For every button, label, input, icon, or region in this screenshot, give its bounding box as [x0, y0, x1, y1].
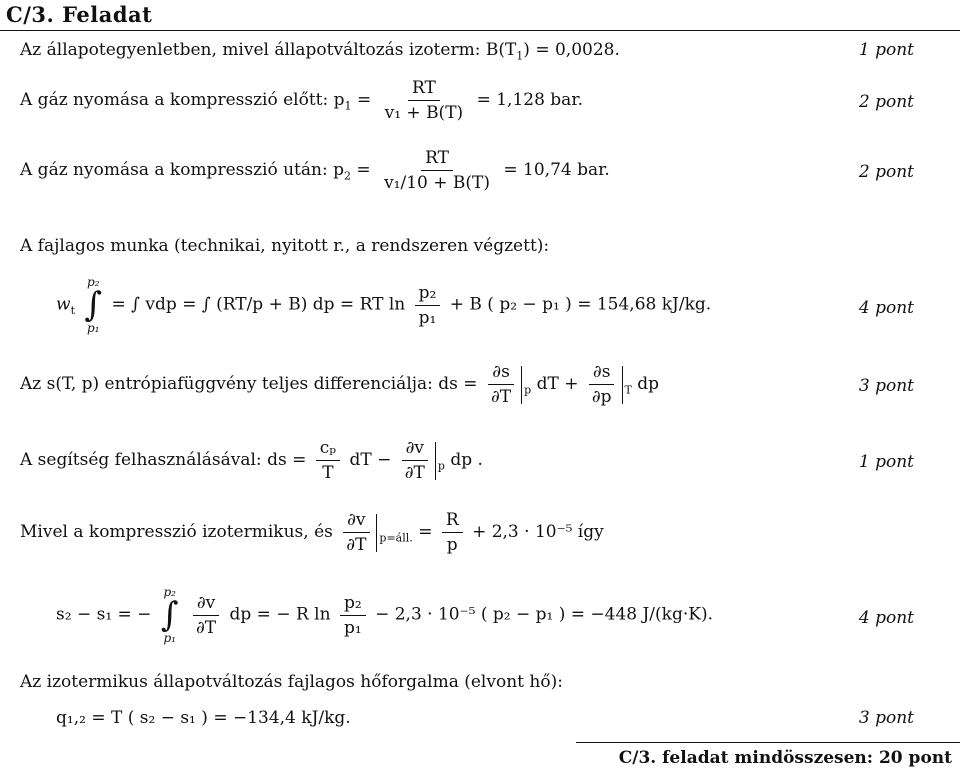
row-7-mid: dT −: [349, 450, 392, 470]
row-7-den-2: ∂T: [404, 463, 425, 483]
row-6-end: dp: [637, 374, 660, 394]
row-2-fraction: [381, 78, 468, 123]
row-8-equals: =: [418, 522, 433, 542]
row-6-points: 3 pont: [858, 376, 914, 396]
evaluation-bar-icon: [521, 366, 522, 404]
row-6-sub-2: T: [624, 383, 632, 397]
row-2-points: 2 pont: [858, 92, 914, 112]
row-5-upper: p₂: [87, 275, 100, 289]
section-title: C/3. Feladat: [6, 2, 153, 27]
row-7-num-1: cₚ: [316, 438, 340, 461]
row-1-main: Az állapotegyenletben, mivel állapotváltozás izoterm: B(T: [20, 40, 517, 60]
integral-sign-icon: ∫: [84, 285, 103, 325]
evaluation-bar-icon: [435, 442, 436, 480]
row-7-points: 1 pont: [858, 452, 914, 472]
row-3-points: 2 pont: [858, 162, 914, 182]
row-6-fraction-2: [588, 362, 616, 407]
row-1-points: 1 pont: [858, 40, 914, 60]
integral-sign-icon: ∫: [160, 595, 179, 635]
row-6-den-2: ∂p: [591, 387, 612, 407]
row-2-result: = 1,128 bar.: [476, 90, 583, 110]
row-1-text: [20, 40, 620, 62]
row-9-fraction-2: [340, 593, 366, 638]
row-2-den: v₁ + B(T): [384, 103, 464, 123]
row-9-integral: [161, 586, 179, 644]
row-6-num-1: ∂s: [488, 362, 514, 385]
row-6-den-1: ∂T: [490, 387, 512, 407]
row-8-label: Mivel a kompresszió izotermikus, és: [20, 522, 333, 542]
row-6-sub-1: p: [524, 383, 532, 397]
row-8-sub: p=áll.: [379, 531, 413, 545]
row-8-fraction-1: [342, 510, 370, 555]
evaluation-bar-icon: [622, 366, 623, 404]
row-9-points: 4 pont: [858, 608, 914, 628]
row-3-eq: [20, 148, 610, 193]
row-5-fraction: [415, 283, 441, 328]
row-3-num: RT: [421, 148, 453, 171]
row-5-expr: = ∫ vdp = ∫ (RT/p + B) dp = RT ln: [111, 294, 406, 315]
row-6-eq: [20, 362, 659, 407]
row-2-num: RT: [408, 78, 440, 101]
row-6-num-2: ∂s: [589, 362, 615, 385]
row-3-fraction: [380, 148, 494, 193]
row-7-sub: p: [437, 459, 445, 473]
row-5-points: 4 pont: [858, 298, 914, 318]
row-7-num-2: ∂v: [402, 438, 428, 461]
row-5-den: p₁: [418, 307, 437, 328]
row-9-num-2: p₂: [340, 593, 366, 616]
row-9-eq: [56, 586, 713, 644]
row-8-num-1: ∂v: [343, 510, 369, 533]
row-7-den-1: T: [322, 463, 334, 483]
row-8-eq: [20, 510, 604, 555]
row-8-den-2: p: [446, 535, 458, 555]
row-5-eq: [56, 276, 711, 334]
row-5-lower: p₁: [87, 321, 100, 335]
row-8-num-2: R: [442, 510, 463, 533]
row-2-label: A gáz nyomása a kompresszió előtt: p: [20, 90, 345, 110]
row-8-fraction-2: [442, 510, 463, 555]
row-3-label: A gáz nyomása a kompresszió után: p: [20, 160, 344, 180]
row-2-equals: =: [356, 90, 372, 110]
row-6-mid: dT +: [536, 374, 579, 394]
row-1-sub: 1: [516, 49, 524, 63]
row-8-den-1: ∂T: [346, 535, 367, 555]
row-2-sub: 1: [344, 99, 352, 113]
row-7-eq: [20, 438, 483, 483]
row-8-end: + 2,3 · 10⁻⁵ így: [472, 522, 604, 542]
row-9-num-1: ∂v: [193, 593, 219, 616]
row-5-num: p₂: [415, 283, 441, 306]
row-5-integral: [84, 276, 102, 334]
row-6-label: Az s(T, p) entrópiafüggvény teljes differenciálja: ds =: [20, 374, 478, 394]
row-3-result: = 10,74 bar.: [503, 160, 610, 180]
row-7-fraction-2: [401, 438, 429, 483]
row-9-den-2: p₁: [343, 617, 362, 638]
row-9-den-1: ∂T: [195, 617, 217, 638]
row-11-text: q₁,₂ = T ( s₂ − s₁ ) = −134,4 kJ/kg.: [56, 708, 351, 728]
row-5-lhs-sub: t: [70, 303, 75, 317]
row-9-end: − 2,3 · 10⁻⁵ ( p₂ − p₁ ) = −448 J/(kg·K).: [375, 604, 713, 625]
row-5-lhs: w: [56, 294, 71, 315]
row-7-end: dp .: [450, 450, 483, 470]
row-4-text: A fajlagos munka (technikai, nyitott r., a rendszeren végzett):: [20, 236, 550, 256]
row-9-upper: p₂: [163, 585, 176, 599]
row-9-mid: dp = − R ln: [229, 604, 331, 625]
row-7-fraction-1: [316, 438, 340, 483]
row-3-sub: 2: [344, 169, 351, 183]
row-7-label: A segítség felhasználásával: ds =: [20, 450, 307, 470]
row-6-fraction-1: [487, 362, 515, 407]
row-9-lhs: s₂ − s₁ = −: [56, 604, 152, 625]
row-11-points: 3 pont: [858, 708, 914, 728]
evaluation-bar-icon: [376, 514, 377, 552]
title-rule: [0, 30, 960, 31]
row-3-den: v₁/10 + B(T): [384, 173, 490, 193]
total-points: C/3. feladat mindösszesen: 20 pont: [618, 748, 952, 768]
row-5-tail: + B ( p₂ − p₁ ) = 154,68 kJ/kg.: [449, 294, 712, 315]
row-10-text: Az izotermikus állapotváltozás fajlagos hőforgalma (elvont hő):: [20, 672, 563, 692]
row-9-lower: p₁: [163, 631, 176, 645]
row-9-fraction-1: [192, 593, 220, 638]
row-2-eq: [20, 78, 583, 123]
footer-rule: [576, 742, 960, 743]
row-3-equals: =: [356, 160, 371, 180]
row-1-tail: ) = 0,0028.: [523, 40, 620, 60]
